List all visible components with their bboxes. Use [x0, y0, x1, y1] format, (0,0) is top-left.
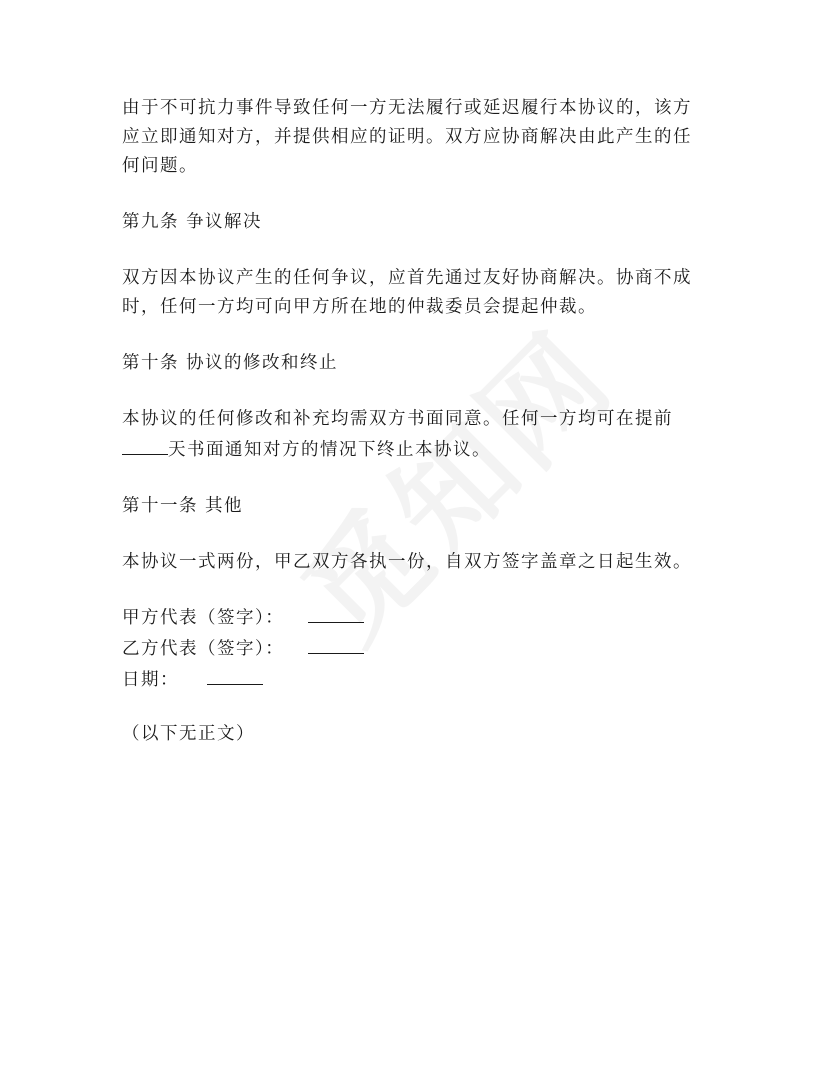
- force-majeure-paragraph: 由于不可抗力事件导致任何一方无法履行或延迟履行本协议的，该方应立即通知对方，并提供相应的证明。双方应协商解决由此产生的任何问题。: [122, 98, 692, 176]
- party-b-signature-line: [308, 633, 364, 654]
- days-blank-line: [122, 434, 168, 455]
- party-a-signature-label: 甲方代表（签字）：: [122, 608, 285, 628]
- document-body: [122, 94, 702, 749]
- article-9-heading: 第九条 争议解决: [122, 212, 263, 232]
- party-b-signature-row: [122, 633, 702, 664]
- article-10-text-part2: 天书面通知对方的情况下终止本协议。: [168, 440, 491, 460]
- article-10-text-part1: 本协议的任何修改和补充均需双方书面同意。任何一方均可在提前: [122, 409, 673, 429]
- article-10-paragraph: [122, 405, 702, 465]
- article-11-paragraph: 本协议一式两份，甲乙双方各执一份，自双方签字盖章之日起生效。: [122, 552, 692, 572]
- party-a-signature-row: [122, 602, 702, 633]
- closing-note: （以下无正文）: [122, 724, 255, 744]
- date-label: 日期：: [122, 670, 179, 690]
- article-11-heading: 第十一条 其他: [122, 496, 244, 516]
- date-line: [207, 664, 263, 685]
- date-row: [122, 664, 702, 695]
- party-b-signature-label: 乙方代表（签字）：: [122, 639, 285, 659]
- signature-block: [122, 602, 702, 695]
- party-a-signature-line: [308, 602, 364, 623]
- article-10-heading: 第十条 协议的修改和终止: [122, 353, 339, 373]
- article-9-paragraph: 双方因本协议产生的任何争议，应首先通过友好协商解决。协商不成时，任何一方均可向甲方所在地的仲裁委员会提起仲裁。: [122, 268, 692, 317]
